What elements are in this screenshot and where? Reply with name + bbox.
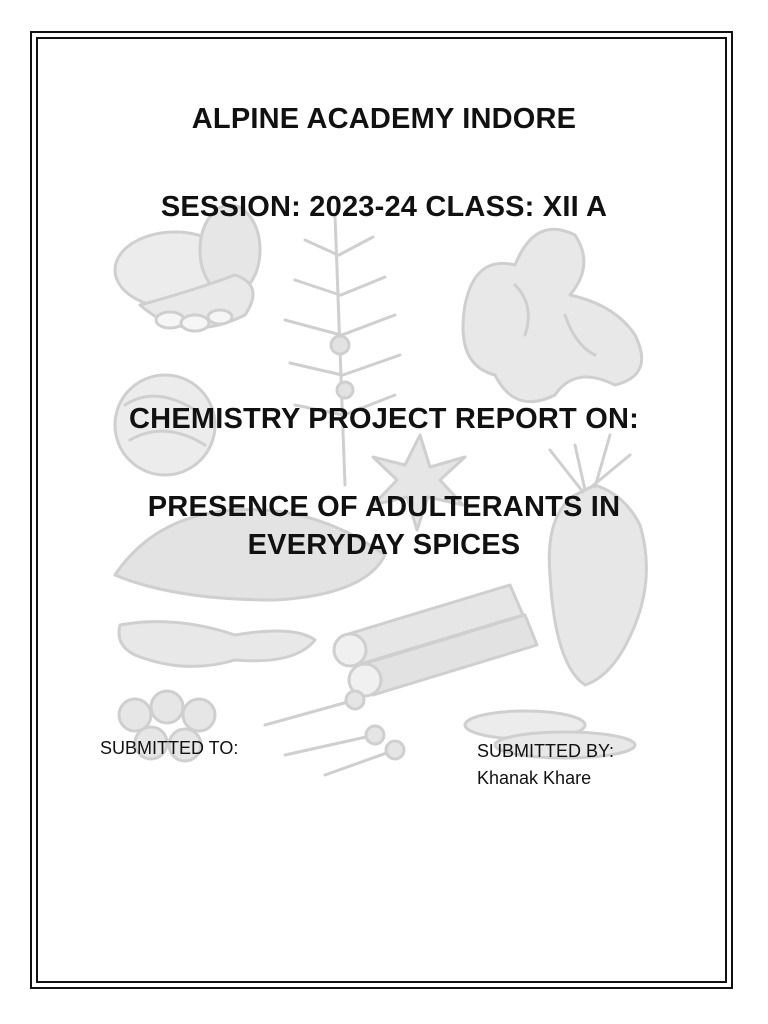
submitter-name: Khanak Khare xyxy=(477,768,592,788)
session-class: SESSION: 2023-24 CLASS: XII A xyxy=(160,191,608,223)
cinnamon-sticks-illustration xyxy=(334,585,537,696)
ginger-root-illustration xyxy=(463,229,642,401)
report-heading: CHEMISTRY PROJECT REPORT ON: xyxy=(129,403,639,435)
school-name: ALPINE ACADEMY INDORE xyxy=(191,103,577,135)
herb-sprig-illustration xyxy=(285,215,400,485)
submitted-by-block xyxy=(477,738,614,792)
report-topic xyxy=(0,488,768,564)
submitted-by-label: SUBMITTED BY: xyxy=(477,741,615,761)
report-topic-line-1: PRESENCE OF ADULTERANTS IN xyxy=(147,491,621,523)
cloves-illustration xyxy=(265,691,404,775)
submitted-to-label: SUBMITTED TO: xyxy=(100,738,239,758)
report-topic-line-2: EVERYDAY SPICES xyxy=(247,529,521,561)
turmeric-illustration xyxy=(119,622,315,667)
